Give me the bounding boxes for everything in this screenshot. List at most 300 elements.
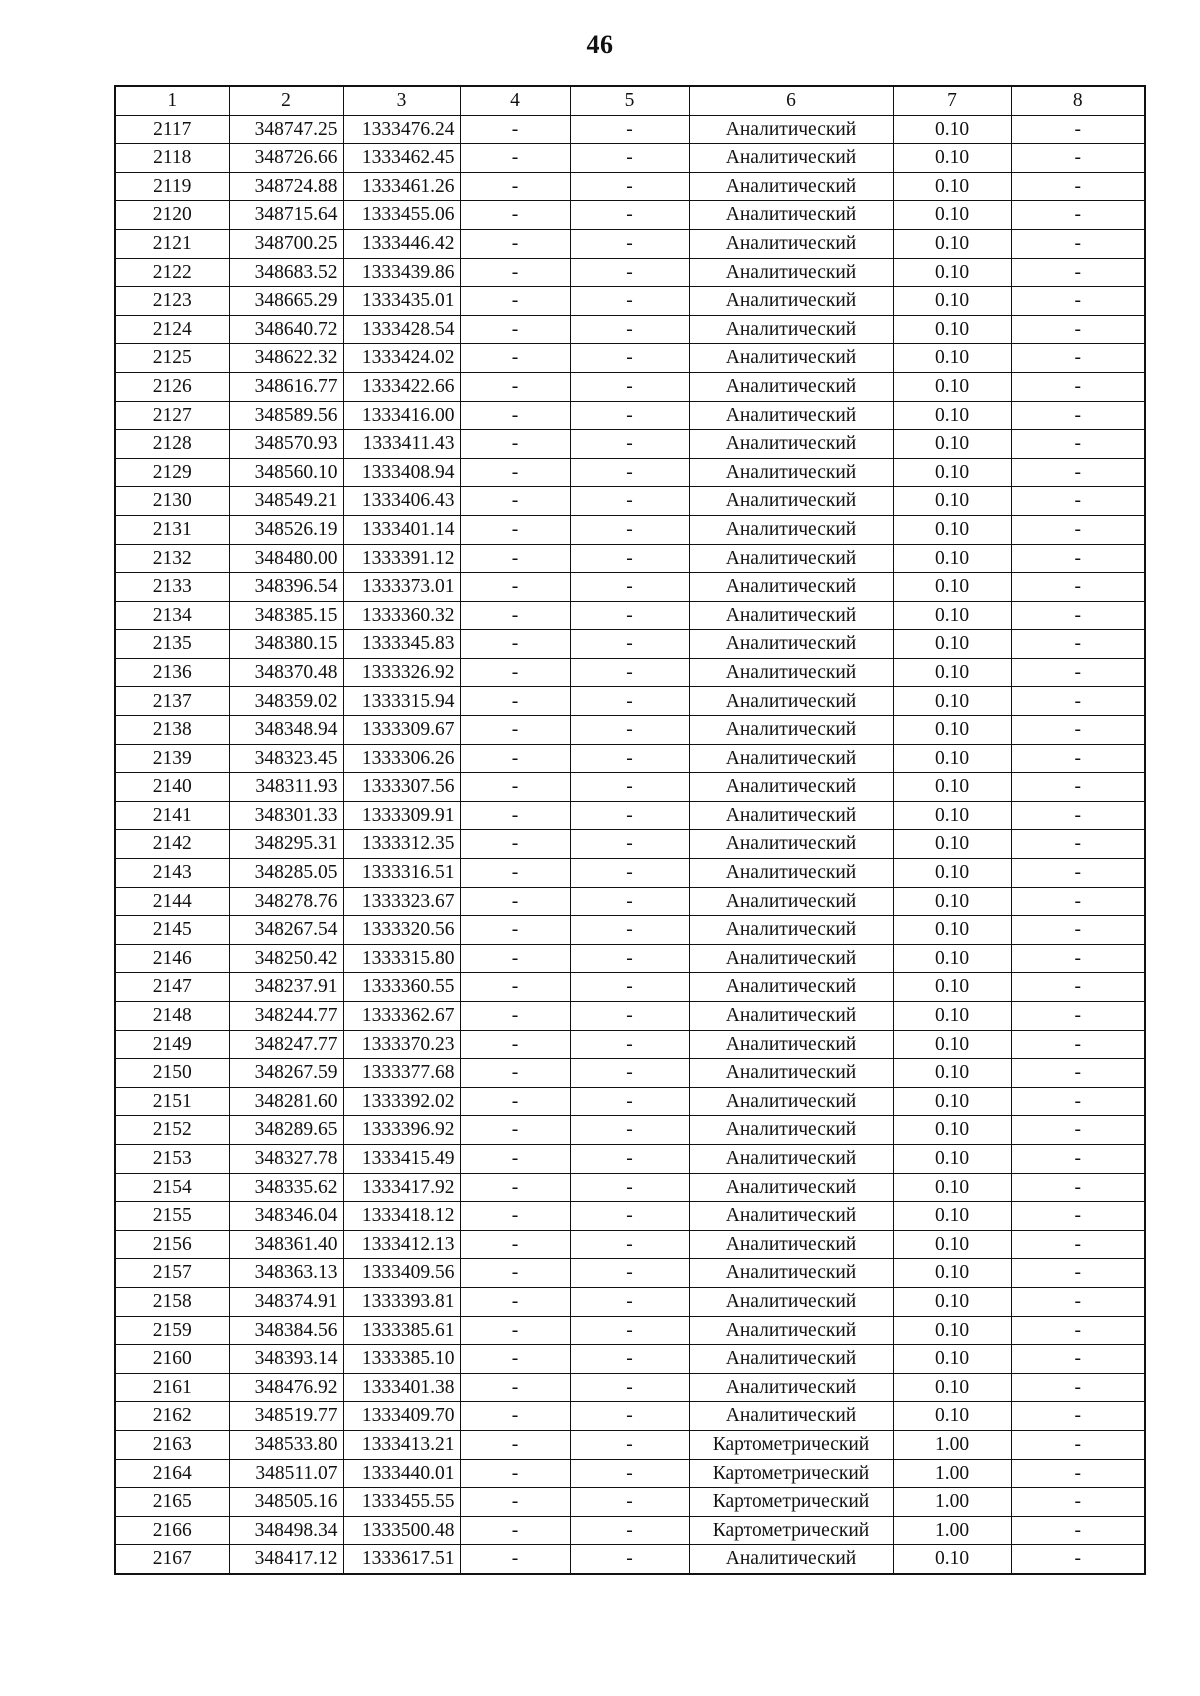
accuracy-cell: 0.10 [893,1402,1011,1431]
x-coordinate-cell: 348726.66 [229,144,343,173]
col4-cell: - [460,515,570,544]
point-number-cell: 2159 [115,1316,229,1345]
column-header-7: 7 [893,86,1011,115]
col8-cell: - [1011,515,1145,544]
y-coordinate-cell: 1333418.12 [343,1202,460,1231]
method-cell: Аналитический [689,658,893,687]
table-row [115,1116,1145,1145]
col8-cell: - [1011,1087,1145,1116]
col4-cell: - [460,1459,570,1488]
col8-cell: - [1011,1030,1145,1059]
col8-cell: - [1011,973,1145,1002]
y-coordinate-cell: 1333393.81 [343,1287,460,1316]
x-coordinate-cell: 348480.00 [229,544,343,573]
col5-cell: - [570,716,689,745]
col8-cell: - [1011,458,1145,487]
col5-cell: - [570,773,689,802]
table-row [115,744,1145,773]
accuracy-cell: 0.10 [893,601,1011,630]
table-row [115,287,1145,316]
method-cell: Аналитический [689,944,893,973]
point-number-cell: 2121 [115,229,229,258]
point-number-cell: 2156 [115,1230,229,1259]
accuracy-cell: 0.10 [893,229,1011,258]
method-cell: Аналитический [689,830,893,859]
accuracy-cell: 0.10 [893,830,1011,859]
method-cell: Аналитический [689,1002,893,1031]
accuracy-cell: 1.00 [893,1516,1011,1545]
col4-cell: - [460,1430,570,1459]
col5-cell: - [570,944,689,973]
header-row [115,86,1145,115]
col4-cell: - [460,1116,570,1145]
accuracy-cell: 1.00 [893,1430,1011,1459]
accuracy-cell: 0.10 [893,973,1011,1002]
col4-cell: - [460,1516,570,1545]
accuracy-cell: 0.10 [893,1545,1011,1574]
col8-cell: - [1011,573,1145,602]
point-number-cell: 2165 [115,1488,229,1517]
col4-cell: - [460,258,570,287]
col8-cell: - [1011,144,1145,173]
y-coordinate-cell: 1333315.94 [343,687,460,716]
col8-cell: - [1011,1144,1145,1173]
col8-cell: - [1011,401,1145,430]
col8-cell: - [1011,630,1145,659]
accuracy-cell: 0.10 [893,344,1011,373]
method-cell: Аналитический [689,1144,893,1173]
point-number-cell: 2141 [115,801,229,830]
x-coordinate-cell: 348380.15 [229,630,343,659]
col5-cell: - [570,1459,689,1488]
col5-cell: - [570,973,689,1002]
table-row [115,144,1145,173]
method-cell: Аналитический [689,344,893,373]
y-coordinate-cell: 1333401.38 [343,1373,460,1402]
col5-cell: - [570,172,689,201]
col5-cell: - [570,1002,689,1031]
table-row [115,1030,1145,1059]
point-number-cell: 2119 [115,172,229,201]
x-coordinate-cell: 348311.93 [229,773,343,802]
col8-cell: - [1011,1373,1145,1402]
y-coordinate-cell: 1333312.35 [343,830,460,859]
col4-cell: - [460,344,570,373]
point-number-cell: 2166 [115,1516,229,1545]
point-number-cell: 2137 [115,687,229,716]
col8-cell: - [1011,1173,1145,1202]
accuracy-cell: 0.10 [893,687,1011,716]
method-cell: Аналитический [689,487,893,516]
point-number-cell: 2139 [115,744,229,773]
point-number-cell: 2138 [115,716,229,745]
y-coordinate-cell: 1333413.21 [343,1430,460,1459]
point-number-cell: 2127 [115,401,229,430]
col5-cell: - [570,1287,689,1316]
column-header-3: 3 [343,86,460,115]
col4-cell: - [460,687,570,716]
table-row [115,115,1145,144]
col5-cell: - [570,1345,689,1374]
col8-cell: - [1011,258,1145,287]
col5-cell: - [570,544,689,573]
method-cell: Аналитический [689,1173,893,1202]
col8-cell: - [1011,315,1145,344]
col5-cell: - [570,258,689,287]
y-coordinate-cell: 1333345.83 [343,630,460,659]
accuracy-cell: 0.10 [893,172,1011,201]
y-coordinate-cell: 1333440.01 [343,1459,460,1488]
method-cell: Аналитический [689,1116,893,1145]
col4-cell: - [460,944,570,973]
y-coordinate-cell: 1333415.49 [343,1144,460,1173]
col5-cell: - [570,515,689,544]
accuracy-cell: 0.10 [893,944,1011,973]
method-cell: Аналитический [689,1259,893,1288]
table-row [115,372,1145,401]
accuracy-cell: 0.10 [893,144,1011,173]
col4-cell: - [460,1316,570,1345]
col4-cell: - [460,201,570,230]
x-coordinate-cell: 348289.65 [229,1116,343,1145]
method-cell: Аналитический [689,401,893,430]
col4-cell: - [460,115,570,144]
table-row [115,344,1145,373]
y-coordinate-cell: 1333409.56 [343,1259,460,1288]
point-number-cell: 2149 [115,1030,229,1059]
table-row [115,1545,1145,1574]
col4-cell: - [460,744,570,773]
method-cell: Аналитический [689,801,893,830]
table-row [115,1059,1145,1088]
x-coordinate-cell: 348549.21 [229,487,343,516]
table-row [115,658,1145,687]
table-row [115,887,1145,916]
method-cell: Аналитический [689,630,893,659]
col5-cell: - [570,1230,689,1259]
col8-cell: - [1011,372,1145,401]
col8-cell: - [1011,887,1145,916]
y-coordinate-cell: 1333439.86 [343,258,460,287]
col4-cell: - [460,773,570,802]
y-coordinate-cell: 1333309.91 [343,801,460,830]
col5-cell: - [570,201,689,230]
y-coordinate-cell: 1333412.13 [343,1230,460,1259]
y-coordinate-cell: 1333435.01 [343,287,460,316]
y-coordinate-cell: 1333316.51 [343,859,460,888]
point-number-cell: 2128 [115,430,229,459]
accuracy-cell: 0.10 [893,658,1011,687]
col8-cell: - [1011,1345,1145,1374]
accuracy-cell: 0.10 [893,1116,1011,1145]
point-number-cell: 2142 [115,830,229,859]
point-number-cell: 2131 [115,515,229,544]
y-coordinate-cell: 1333392.02 [343,1087,460,1116]
table-row [115,1402,1145,1431]
col4-cell: - [460,458,570,487]
col5-cell: - [570,573,689,602]
x-coordinate-cell: 348348.94 [229,716,343,745]
x-coordinate-cell: 348519.77 [229,1402,343,1431]
col8-cell: - [1011,1545,1145,1574]
x-coordinate-cell: 348560.10 [229,458,343,487]
point-number-cell: 2162 [115,1402,229,1431]
col4-cell: - [460,859,570,888]
y-coordinate-cell: 1333306.26 [343,744,460,773]
y-coordinate-cell: 1333428.54 [343,315,460,344]
method-cell: Аналитический [689,544,893,573]
col5-cell: - [570,401,689,430]
point-number-cell: 2133 [115,573,229,602]
point-number-cell: 2130 [115,487,229,516]
y-coordinate-cell: 1333360.55 [343,973,460,1002]
y-coordinate-cell: 1333360.32 [343,601,460,630]
accuracy-cell: 0.10 [893,1259,1011,1288]
table-row [115,687,1145,716]
col4-cell: - [460,1259,570,1288]
y-coordinate-cell: 1333416.00 [343,401,460,430]
accuracy-cell: 0.10 [893,916,1011,945]
col4-cell: - [460,1488,570,1517]
method-cell: Аналитический [689,229,893,258]
point-number-cell: 2155 [115,1202,229,1231]
x-coordinate-cell: 348700.25 [229,229,343,258]
x-coordinate-cell: 348295.31 [229,830,343,859]
col4-cell: - [460,1545,570,1574]
col5-cell: - [570,1488,689,1517]
accuracy-cell: 0.10 [893,515,1011,544]
col8-cell: - [1011,658,1145,687]
method-cell: Аналитический [689,115,893,144]
x-coordinate-cell: 348715.64 [229,201,343,230]
method-cell: Аналитический [689,1402,893,1431]
y-coordinate-cell: 1333396.92 [343,1116,460,1145]
x-coordinate-cell: 348281.60 [229,1087,343,1116]
column-header-5: 5 [570,86,689,115]
x-coordinate-cell: 348278.76 [229,887,343,916]
table-row [115,1459,1145,1488]
point-number-cell: 2143 [115,859,229,888]
table-row [115,801,1145,830]
y-coordinate-cell: 1333309.67 [343,716,460,745]
table-row [115,773,1145,802]
col8-cell: - [1011,1488,1145,1517]
column-header-8: 8 [1011,86,1145,115]
col5-cell: - [570,1116,689,1145]
point-number-cell: 2136 [115,658,229,687]
method-cell: Аналитический [689,601,893,630]
col8-cell: - [1011,1202,1145,1231]
col5-cell: - [570,1030,689,1059]
table-row [115,201,1145,230]
method-cell: Аналитический [689,859,893,888]
col5-cell: - [570,1059,689,1088]
table-header [115,86,1145,115]
x-coordinate-cell: 348250.42 [229,944,343,973]
method-cell: Аналитический [689,372,893,401]
table-row [115,1316,1145,1345]
accuracy-cell: 0.10 [893,1144,1011,1173]
col4-cell: - [460,1287,570,1316]
col4-cell: - [460,916,570,945]
x-coordinate-cell: 348384.56 [229,1316,343,1345]
col4-cell: - [460,372,570,401]
accuracy-cell: 0.10 [893,430,1011,459]
method-cell: Аналитический [689,1059,893,1088]
method-cell: Аналитический [689,1230,893,1259]
col4-cell: - [460,1202,570,1231]
point-number-cell: 2126 [115,372,229,401]
method-cell: Аналитический [689,773,893,802]
col4-cell: - [460,229,570,258]
col4-cell: - [460,1373,570,1402]
col8-cell: - [1011,1059,1145,1088]
col8-cell: - [1011,1316,1145,1345]
accuracy-cell: 0.10 [893,859,1011,888]
y-coordinate-cell: 1333406.43 [343,487,460,516]
col5-cell: - [570,287,689,316]
col8-cell: - [1011,201,1145,230]
accuracy-cell: 0.10 [893,1087,1011,1116]
accuracy-cell: 0.10 [893,201,1011,230]
table-row [115,315,1145,344]
method-cell: Аналитический [689,1287,893,1316]
col5-cell: - [570,1173,689,1202]
table-row [115,944,1145,973]
y-coordinate-cell: 1333373.01 [343,573,460,602]
y-coordinate-cell: 1333320.56 [343,916,460,945]
point-number-cell: 2167 [115,1545,229,1574]
accuracy-cell: 0.10 [893,716,1011,745]
col5-cell: - [570,372,689,401]
accuracy-cell: 0.10 [893,458,1011,487]
column-header-2: 2 [229,86,343,115]
col5-cell: - [570,1144,689,1173]
col5-cell: - [570,887,689,916]
accuracy-cell: 0.10 [893,1173,1011,1202]
y-coordinate-cell: 1333307.56 [343,773,460,802]
x-coordinate-cell: 348616.77 [229,372,343,401]
table-row [115,1488,1145,1517]
col8-cell: - [1011,1459,1145,1488]
y-coordinate-cell: 1333424.02 [343,344,460,373]
table-row [115,1287,1145,1316]
point-number-cell: 2125 [115,344,229,373]
x-coordinate-cell: 348505.16 [229,1488,343,1517]
method-cell: Картометрический [689,1516,893,1545]
accuracy-cell: 0.10 [893,487,1011,516]
col4-cell: - [460,1030,570,1059]
col4-cell: - [460,801,570,830]
x-coordinate-cell: 348393.14 [229,1345,343,1374]
col5-cell: - [570,1259,689,1288]
point-number-cell: 2150 [115,1059,229,1088]
col5-cell: - [570,458,689,487]
accuracy-cell: 0.10 [893,573,1011,602]
col8-cell: - [1011,430,1145,459]
y-coordinate-cell: 1333409.70 [343,1402,460,1431]
col5-cell: - [570,630,689,659]
point-number-cell: 2129 [115,458,229,487]
col8-cell: - [1011,1116,1145,1145]
y-coordinate-cell: 1333446.42 [343,229,460,258]
accuracy-cell: 0.10 [893,258,1011,287]
table-row [115,1230,1145,1259]
method-cell: Аналитический [689,687,893,716]
x-coordinate-cell: 348244.77 [229,1002,343,1031]
col4-cell: - [460,630,570,659]
accuracy-cell: 0.10 [893,1002,1011,1031]
method-cell: Аналитический [689,1030,893,1059]
accuracy-cell: 0.10 [893,544,1011,573]
col4-cell: - [460,287,570,316]
method-cell: Картометрический [689,1459,893,1488]
accuracy-cell: 0.10 [893,115,1011,144]
table-row [115,830,1145,859]
x-coordinate-cell: 348237.91 [229,973,343,1002]
page-number: 46 [586,30,614,59]
method-cell: Аналитический [689,716,893,745]
accuracy-cell: 0.10 [893,315,1011,344]
y-coordinate-cell: 1333377.68 [343,1059,460,1088]
table-row [115,172,1145,201]
accuracy-cell: 1.00 [893,1459,1011,1488]
col4-cell: - [460,601,570,630]
y-coordinate-cell: 1333476.24 [343,115,460,144]
col4-cell: - [460,1345,570,1374]
col5-cell: - [570,1545,689,1574]
coordinates-table [114,85,1146,1575]
col4-cell: - [460,1059,570,1088]
table-row [115,258,1145,287]
column-header-1: 1 [115,86,229,115]
y-coordinate-cell: 1333500.48 [343,1516,460,1545]
method-cell: Аналитический [689,1316,893,1345]
table-row [115,1373,1145,1402]
point-number-cell: 2157 [115,1259,229,1288]
col5-cell: - [570,801,689,830]
y-coordinate-cell: 1333417.92 [343,1173,460,1202]
x-coordinate-cell: 348327.78 [229,1144,343,1173]
y-coordinate-cell: 1333455.06 [343,201,460,230]
accuracy-cell: 0.10 [893,744,1011,773]
table-row [115,1259,1145,1288]
x-coordinate-cell: 348396.54 [229,573,343,602]
method-cell: Аналитический [689,1373,893,1402]
accuracy-cell: 0.10 [893,630,1011,659]
col4-cell: - [460,144,570,173]
col4-cell: - [460,430,570,459]
col5-cell: - [570,1373,689,1402]
method-cell: Аналитический [689,916,893,945]
x-coordinate-cell: 348683.52 [229,258,343,287]
col5-cell: - [570,1402,689,1431]
accuracy-cell: 0.10 [893,1345,1011,1374]
col8-cell: - [1011,229,1145,258]
col5-cell: - [570,229,689,258]
y-coordinate-cell: 1333323.67 [343,887,460,916]
col4-cell: - [460,172,570,201]
method-cell: Аналитический [689,1545,893,1574]
x-coordinate-cell: 348533.80 [229,1430,343,1459]
col8-cell: - [1011,1430,1145,1459]
table-row [115,1087,1145,1116]
col4-cell: - [460,573,570,602]
col5-cell: - [570,1202,689,1231]
col4-cell: - [460,544,570,573]
method-cell: Аналитический [689,172,893,201]
table-row [115,916,1145,945]
